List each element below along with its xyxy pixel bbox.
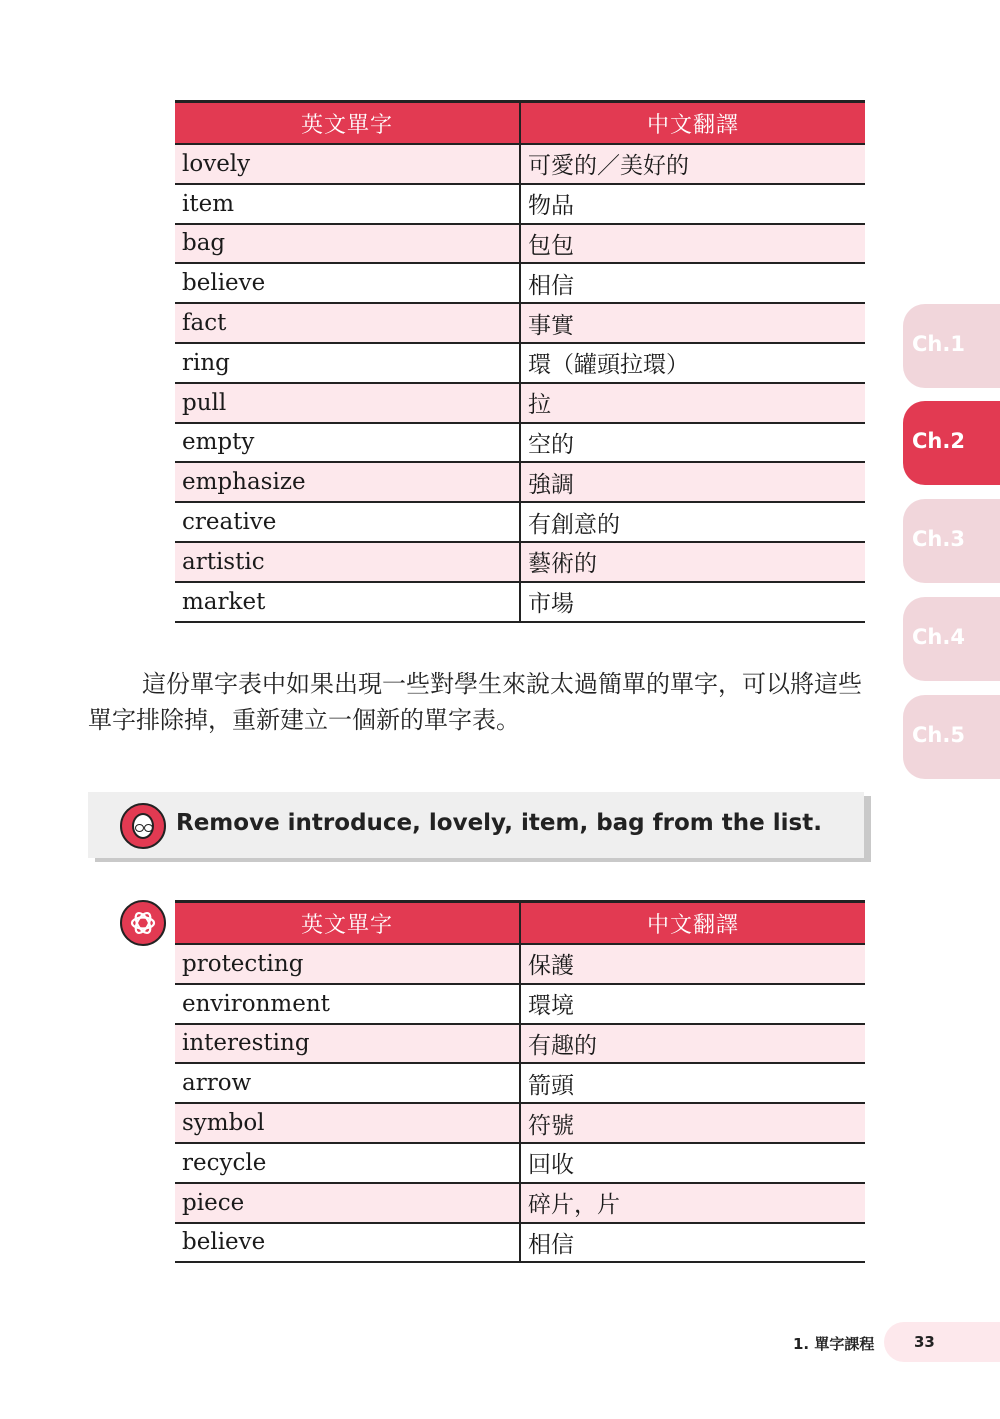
table-row [175,1223,865,1263]
cell-chinese-translation: 拉 [520,383,865,423]
cell-english-word: interesting [175,1024,520,1064]
cell-chinese-translation: 物品 [520,184,865,224]
chapter-tab-1[interactable] [903,304,1000,388]
page-number-pill [884,1322,1000,1362]
cell-chinese-translation: 有趣的 [520,1024,865,1064]
cell-english-word: creative [175,502,520,542]
table-row [175,542,865,582]
chapter-tab-label: Ch.4 [912,625,965,649]
cell-english-word: symbol [175,1103,520,1143]
cell-chinese-translation: 強調 [520,462,865,502]
cell-english-word: protecting [175,944,520,984]
prompt-box [88,792,864,858]
cell-chinese-translation: 藝術的 [520,542,865,582]
header-chinese: 中文翻譯 [520,102,865,145]
explanation-text: 這份單字表中如果出現一些對學生來說太過簡單的單字，可以將這些單字排除掉，重新建立一個新的單字表。 [88,670,862,734]
chapter-tab-label: Ch.5 [912,723,965,747]
cell-chinese-translation: 環（罐頭拉環） [520,343,865,383]
cell-english-word: empty [175,423,520,463]
cell-english-word: believe [175,263,520,303]
table-row [175,144,865,184]
cell-english-word: fact [175,303,520,343]
chapter-tab-2[interactable] [903,401,1000,485]
prompt-text: Remove introduce, lovely, item, bag from the list. [176,810,822,836]
avatar-face [132,813,154,839]
footer-section-title: 1. 單字課程 [793,1335,875,1353]
cell-chinese-translation: 保護 [520,944,865,984]
table-row [175,984,865,1024]
cell-english-word: piece [175,1183,520,1223]
table-row [175,263,865,303]
table-row [175,303,865,343]
chapter-tab-label: Ch.3 [912,527,965,551]
cell-chinese-translation: 相信 [520,1223,865,1263]
cell-english-word: arrow [175,1063,520,1103]
cell-chinese-translation: 符號 [520,1103,865,1143]
cell-chinese-translation: 碎片，片 [520,1183,865,1223]
cell-english-word: ring [175,343,520,383]
table-row [175,1063,865,1103]
table-row [175,944,865,984]
cell-english-word: recycle [175,1143,520,1183]
glasses-icon-left [135,824,144,832]
cell-chinese-translation: 相信 [520,263,865,303]
table-row [175,383,865,423]
cell-english-word: bag [175,224,520,264]
table-header-row [175,102,865,145]
table-row [175,502,865,542]
cell-chinese-translation: 有創意的 [520,502,865,542]
chapter-tab-4[interactable] [903,597,1000,681]
table-row [175,343,865,383]
table-row [175,1103,865,1143]
chapter-tab-3[interactable] [903,499,1000,583]
header-english: 英文單字 [175,102,520,145]
glasses-icon-right [144,824,153,832]
cell-chinese-translation: 市場 [520,582,865,622]
chatgpt-logo-icon [120,900,166,946]
cell-english-word: pull [175,383,520,423]
cell-english-word: environment [175,984,520,1024]
cell-chinese-translation: 可愛的／美好的 [520,144,865,184]
user-avatar-icon [120,803,166,849]
table-row [175,1024,865,1064]
page-number: 33 [914,1333,935,1351]
cell-chinese-translation: 回收 [520,1143,865,1183]
vocab-table-revised [175,900,865,1263]
table-row [175,423,865,463]
table-row [175,224,865,264]
chapter-tab-5[interactable] [903,695,1000,779]
cell-chinese-translation: 箭頭 [520,1063,865,1103]
cell-chinese-translation: 環境 [520,984,865,1024]
chapter-tab-label: Ch.2 [912,429,965,453]
chapter-tab-label: Ch.1 [912,332,965,356]
table-row [175,1183,865,1223]
cell-chinese-translation: 包包 [520,224,865,264]
explanation-paragraph [88,666,873,738]
cell-english-word: emphasize [175,462,520,502]
table-row [175,582,865,622]
table-row [175,184,865,224]
cell-english-word: artistic [175,542,520,582]
cell-chinese-translation: 空的 [520,423,865,463]
header-chinese: 中文翻譯 [520,902,865,945]
vocab-table-original [175,100,865,623]
cell-english-word: market [175,582,520,622]
cell-english-word: lovely [175,144,520,184]
table-row [175,462,865,502]
cell-chinese-translation: 事實 [520,303,865,343]
cell-english-word: item [175,184,520,224]
table-row [175,1143,865,1183]
cell-english-word: believe [175,1223,520,1263]
header-english: 英文單字 [175,902,520,945]
chatgpt-knot-icon [122,902,164,944]
table-header-row [175,902,865,945]
